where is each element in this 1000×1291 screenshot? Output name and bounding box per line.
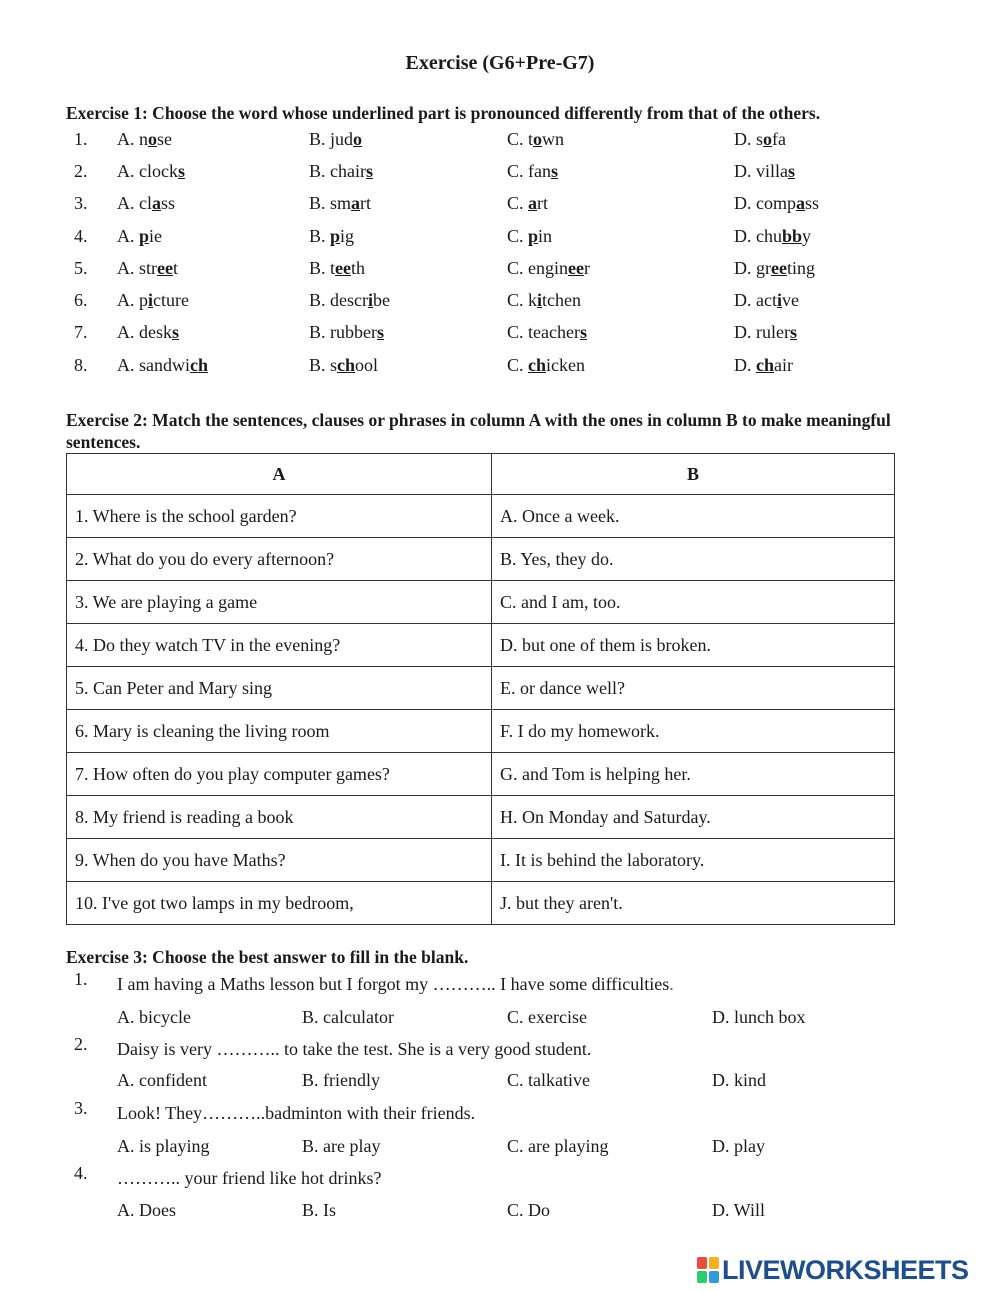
option-text: cture xyxy=(153,290,189,310)
column-b-cell: B. Yes, they do. xyxy=(492,538,895,581)
underlined-part: o xyxy=(763,129,773,149)
option-d[interactable] xyxy=(734,319,797,345)
column-a-cell: 8. My friend is reading a book xyxy=(67,796,492,839)
option-text: B. chair xyxy=(309,161,366,181)
option-text: fa xyxy=(772,129,786,149)
answer-option-d[interactable]: D. lunch box xyxy=(712,1007,806,1027)
table-row xyxy=(67,839,895,882)
column-a-cell: 3. We are playing a game xyxy=(67,581,492,624)
answer-option-a[interactable]: A. is playing xyxy=(117,1136,210,1156)
column-b-cell: D. but one of them is broken. xyxy=(492,624,895,667)
question-end-mark: . xyxy=(669,974,674,994)
option-text: B. t xyxy=(309,258,336,278)
option-text: D. ruler xyxy=(734,322,790,342)
option-b[interactable] xyxy=(309,190,371,216)
option-text: t xyxy=(172,258,178,278)
column-a-cell: 10. I've got two lamps in my bedroom, xyxy=(67,882,492,925)
table-row xyxy=(67,710,895,753)
option-text: icken xyxy=(546,355,585,375)
option-text: C. teacher xyxy=(507,322,580,342)
option-a[interactable] xyxy=(117,223,162,249)
underlined-part: s xyxy=(579,322,587,342)
item-number: 6. xyxy=(74,290,88,310)
column-b-cell: F. I do my homework. xyxy=(492,710,895,753)
option-text: A. desk xyxy=(117,322,172,342)
exercise-1-item xyxy=(0,223,1000,249)
option-b[interactable] xyxy=(309,223,354,249)
option-text: C. xyxy=(507,193,529,213)
underlined-part: p xyxy=(330,226,341,246)
option-text: C. t xyxy=(507,129,534,149)
item-number: 3. xyxy=(74,193,88,213)
answer-option-b[interactable]: B. friendly xyxy=(302,1070,380,1090)
option-d[interactable] xyxy=(734,223,811,249)
answer-option-a[interactable]: A. bicycle xyxy=(117,1007,191,1027)
answer-options xyxy=(0,1197,1000,1223)
option-text: A. sandwi xyxy=(117,355,190,375)
option-text: B. s xyxy=(309,355,338,375)
underlined-part: i xyxy=(367,290,373,310)
answer-option-c[interactable]: C. exercise xyxy=(507,1007,587,1027)
column-b-cell: C. and I am, too. xyxy=(492,581,895,624)
underlined-part: s xyxy=(172,322,180,342)
exercise-1-item xyxy=(0,158,1000,184)
answer-option-b[interactable]: B. are play xyxy=(302,1136,381,1156)
option-c[interactable] xyxy=(507,255,590,281)
question-number: 2. xyxy=(74,1034,88,1054)
exercise-1-heading: Exercise 1: Choose the word whose underlined part is pronounced differently from that of the others. xyxy=(66,103,821,123)
underlined-part: ee xyxy=(157,258,173,278)
liveworksheets-logo-icon xyxy=(697,1257,719,1283)
column-b-cell: A. Once a week. xyxy=(492,495,895,538)
option-a[interactable] xyxy=(117,255,178,281)
exercise-1-item xyxy=(0,352,1000,378)
question-sentence: ……….. your friend like hot drinks? xyxy=(117,1168,382,1188)
option-text: y xyxy=(802,226,812,246)
table-row xyxy=(67,753,895,796)
option-text: A. xyxy=(117,226,139,246)
option-text: ig xyxy=(340,226,355,246)
underlined-part: s xyxy=(551,161,559,181)
option-c[interactable] xyxy=(507,352,585,378)
option-a[interactable] xyxy=(117,126,172,152)
option-text: A. n xyxy=(117,129,148,149)
underlined-part: ch xyxy=(528,355,547,375)
question-sentence: I am having a Maths lesson but I forgot my ……….. I have some difficulties xyxy=(117,974,670,994)
logo-tile xyxy=(697,1271,707,1283)
column-a-cell: 5. Can Peter and Mary sing xyxy=(67,667,492,710)
item-number: 1. xyxy=(74,129,88,149)
liveworksheets-logo[interactable] xyxy=(697,1255,969,1285)
option-text: A. p xyxy=(117,290,148,310)
option-text: ting xyxy=(786,258,815,278)
page-title: Exercise (G6+Pre-G7) xyxy=(405,52,595,74)
option-a[interactable] xyxy=(117,319,179,345)
option-c[interactable] xyxy=(507,126,564,152)
option-text: B. descr xyxy=(309,290,368,310)
option-text: air xyxy=(774,355,793,375)
answer-option-d[interactable]: D. Will xyxy=(712,1200,765,1220)
table-row xyxy=(67,667,895,710)
option-text: C. xyxy=(507,226,529,246)
underlined-part: i xyxy=(776,290,782,310)
answer-options xyxy=(0,1067,1000,1093)
table-row xyxy=(67,538,895,581)
exercise-3-heading: Exercise 3: Choose the best answer to fill in the blank. xyxy=(66,947,469,967)
answer-option-a[interactable]: A. confident xyxy=(117,1070,207,1090)
column-a-header: A xyxy=(67,454,492,495)
option-text: rt xyxy=(537,193,549,213)
answer-option-b[interactable]: B. calculator xyxy=(302,1007,394,1027)
item-number: 2. xyxy=(74,161,88,181)
question-text xyxy=(117,972,674,996)
column-a-cell: 6. Mary is cleaning the living room xyxy=(67,710,492,753)
option-text: ool xyxy=(355,355,379,375)
option-a[interactable] xyxy=(117,287,189,313)
underlined-part: o xyxy=(533,129,543,149)
option-text: th xyxy=(351,258,366,278)
question-text xyxy=(117,1037,591,1061)
option-c[interactable] xyxy=(507,287,581,313)
answer-option-c[interactable]: C. talkative xyxy=(507,1070,590,1090)
exercise-1-item xyxy=(0,190,1000,216)
option-text: ss xyxy=(805,193,820,213)
option-b[interactable] xyxy=(309,255,365,281)
option-a[interactable] xyxy=(117,158,185,184)
answer-option-c[interactable]: C. Do xyxy=(507,1200,551,1220)
column-a-cell: 4. Do they watch TV in the evening? xyxy=(67,624,492,667)
option-text: C. engin xyxy=(507,258,568,278)
column-a-cell: 9. When do you have Maths? xyxy=(67,839,492,882)
option-text: rt xyxy=(360,193,372,213)
table-row xyxy=(67,882,895,925)
answer-option-a[interactable]: A. Does xyxy=(117,1200,176,1220)
option-text: D. villa xyxy=(734,161,788,181)
item-number: 4. xyxy=(74,226,88,246)
logo-tile xyxy=(709,1257,719,1269)
answer-option-d[interactable]: D. play xyxy=(712,1136,765,1156)
option-d[interactable] xyxy=(734,190,819,216)
column-b-cell: E. or dance well? xyxy=(492,667,895,710)
option-text: ss xyxy=(161,193,176,213)
underlined-part: i xyxy=(148,290,154,310)
underlined-part: ch xyxy=(337,355,356,375)
underlined-part: o xyxy=(353,129,363,149)
option-c[interactable] xyxy=(507,223,552,249)
exercise-1-item xyxy=(0,287,1000,313)
underlined-part: p xyxy=(139,226,150,246)
option-text: D. s xyxy=(734,129,764,149)
option-text: B. jud xyxy=(309,129,354,149)
column-b-cell: G. and Tom is helping her. xyxy=(492,753,895,796)
option-text: wn xyxy=(542,129,565,149)
underlined-part: a xyxy=(528,193,538,213)
question-sentence: Daisy is very ……….. to take the test. She is a very good student. xyxy=(117,1039,592,1059)
underlined-part: o xyxy=(148,129,157,149)
logo-tile xyxy=(709,1271,719,1283)
exercise-1-item xyxy=(0,319,1000,345)
option-text: in xyxy=(538,226,553,246)
option-text: ie xyxy=(149,226,163,246)
option-a[interactable] xyxy=(117,190,175,216)
question-sentence: Look! They………..badminton with their friends. xyxy=(117,1103,476,1123)
answer-option-b[interactable]: B. Is xyxy=(302,1200,337,1220)
underlined-part: ch xyxy=(190,355,208,375)
column-b-cell: I. It is behind the laboratory. xyxy=(492,839,895,882)
underlined-part: s xyxy=(365,161,373,181)
answer-option-c[interactable]: C. are playing xyxy=(507,1136,609,1156)
option-b[interactable] xyxy=(309,319,384,345)
option-d[interactable] xyxy=(734,287,799,313)
exercise-1-item xyxy=(0,126,1000,152)
column-b-header: B xyxy=(492,454,895,495)
option-b[interactable] xyxy=(309,287,390,313)
underlined-part: p xyxy=(528,226,539,246)
option-text: A. cl xyxy=(117,193,152,213)
item-number: 7. xyxy=(74,322,88,342)
option-text: C. fan xyxy=(507,161,551,181)
option-text: C. k xyxy=(507,290,538,310)
option-text: D. comp xyxy=(734,193,796,213)
option-c[interactable] xyxy=(507,319,587,345)
option-text: A. str xyxy=(117,258,157,278)
option-b[interactable] xyxy=(309,352,378,378)
option-c[interactable] xyxy=(507,190,548,216)
option-text: be xyxy=(373,290,390,310)
option-text: tchen xyxy=(542,290,582,310)
table-row xyxy=(67,581,895,624)
option-text: D. act xyxy=(734,290,777,310)
underlined-part: ee xyxy=(335,258,351,278)
column-a-cell: 2. What do you do every afternoon? xyxy=(67,538,492,581)
underlined-part: a xyxy=(796,193,805,213)
question-number: 1. xyxy=(74,969,88,989)
question-number: 3. xyxy=(74,1098,88,1118)
item-number: 5. xyxy=(74,258,88,278)
option-text: C. xyxy=(507,355,529,375)
option-text: r xyxy=(583,258,590,278)
table-row xyxy=(67,495,895,538)
option-b[interactable] xyxy=(309,126,362,152)
answer-options xyxy=(0,1133,1000,1159)
underlined-part: s xyxy=(789,322,797,342)
matching-table-header xyxy=(67,454,895,495)
item-number: 8. xyxy=(74,355,88,375)
logo-tile xyxy=(697,1257,707,1269)
option-text: B. sm xyxy=(309,193,352,213)
exercise-2-heading: Exercise 2: Match the sentences, clauses or phrases in column A with the ones in column B to make meaningful sentences. xyxy=(66,410,891,452)
column-b-cell: J. but they aren't. xyxy=(492,882,895,925)
option-text: A. clock xyxy=(117,161,178,181)
answer-options xyxy=(0,1004,1000,1030)
option-c[interactable] xyxy=(507,158,558,184)
option-text: D. xyxy=(734,355,756,375)
underlined-part: ee xyxy=(568,258,584,278)
option-d[interactable] xyxy=(734,158,795,184)
column-a-cell: 1. Where is the school garden? xyxy=(67,495,492,538)
option-text: D. gr xyxy=(734,258,771,278)
question-number: 4. xyxy=(74,1163,88,1183)
column-a-cell: 7. How often do you play computer games? xyxy=(67,753,492,796)
option-d[interactable] xyxy=(734,255,815,281)
option-d[interactable] xyxy=(734,352,793,378)
underlined-part: ee xyxy=(771,258,787,278)
option-text: D. chu xyxy=(734,226,782,246)
table-row xyxy=(67,796,895,839)
option-text: se xyxy=(157,129,172,149)
matching-table xyxy=(66,453,895,925)
option-text: ve xyxy=(782,290,799,310)
option-d[interactable] xyxy=(734,126,786,152)
option-text: B. xyxy=(309,226,331,246)
table-row xyxy=(67,624,895,667)
underlined-part: i xyxy=(537,290,543,310)
column-b-cell: H. On Monday and Saturday. xyxy=(492,796,895,839)
underlined-part: a xyxy=(351,193,361,213)
option-text: B. rubber xyxy=(309,322,377,342)
underlined-part: s xyxy=(177,161,185,181)
option-b[interactable] xyxy=(309,158,373,184)
underlined-part: s xyxy=(788,161,796,181)
underlined-part: ch xyxy=(756,355,774,375)
underlined-part: a xyxy=(152,193,161,213)
underlined-part: bb xyxy=(782,226,803,246)
exercise-1-item xyxy=(0,255,1000,281)
answer-option-d[interactable]: D. kind xyxy=(712,1070,766,1090)
question-text xyxy=(117,1101,475,1125)
option-a[interactable] xyxy=(117,352,208,378)
underlined-part: s xyxy=(376,322,384,342)
question-text xyxy=(117,1166,381,1190)
logo-text: LIVEWORKSHEETS xyxy=(722,1254,969,1285)
